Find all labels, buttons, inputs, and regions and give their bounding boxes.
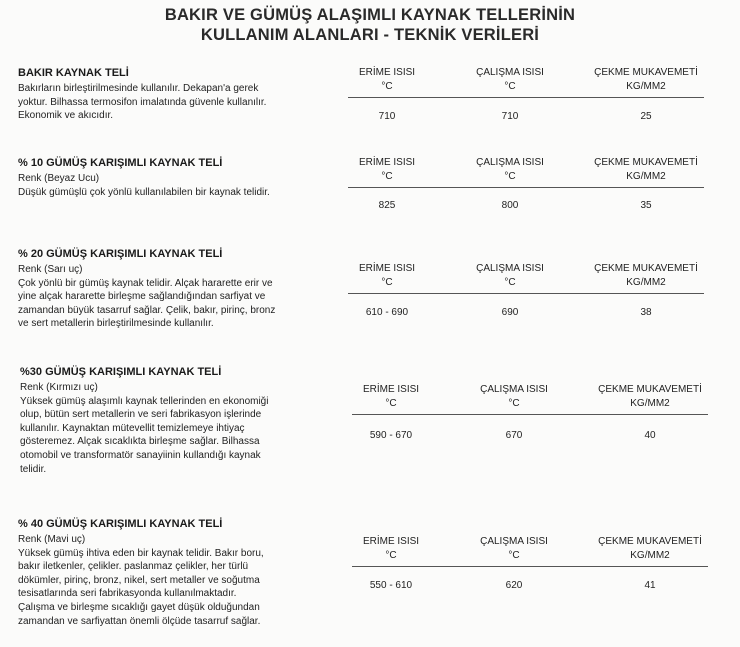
- melting-value: 610 - 690: [365, 307, 409, 318]
- title-line-2: KULLANIM ALANLARI - TEKNİK VERİLERİ: [200, 26, 540, 44]
- section-title: % 20 GÜMÜŞ KARIŞIMLI KAYNAK TELİ: [18, 248, 223, 260]
- header-rule: [348, 97, 704, 98]
- section-title: BAKIR KAYNAK TELİ: [18, 67, 129, 79]
- desc-line: kullanılır. Kaynaktan mütevellit temizlemeye ihtiyaç: [20, 422, 245, 434]
- desc-line: dökümler, pirinç, bronz, nikel, sert metaller ve soğutma: [18, 574, 260, 586]
- section-title: % 10 GÜMÜŞ KARIŞIMLI KAYNAK TELİ: [18, 157, 223, 169]
- section-description: [18, 156, 328, 199]
- melting-value: 710: [378, 111, 396, 122]
- section-gumus-20: [0, 247, 740, 357]
- spec-header: [348, 66, 720, 96]
- melting-header: ERİME ISISI °C: [362, 384, 420, 409]
- desc-line: Bakırların birleştirilmesinde kullanılır. Dekapan'a gerek: [18, 83, 259, 94]
- tensile-value: 38: [640, 307, 652, 318]
- document-title: [0, 5, 740, 45]
- desc-line: yoktur. Bilhassa termosifon imalatında güvenle kullanılır.: [18, 96, 267, 108]
- desc-line: telidir.: [20, 463, 47, 475]
- desc-line: Renk (Beyaz Ucu): [18, 173, 100, 184]
- spec-header: [352, 535, 724, 565]
- tensile-header: ÇEKME MUKAVEMETİ KG/MM2: [598, 536, 702, 561]
- working-value: 620: [505, 580, 523, 591]
- header-rule: [352, 414, 708, 415]
- section-description: [20, 365, 330, 476]
- desc-line: tesisatlarında seri fabrikasyonda kullanılmaktadır.: [18, 588, 237, 600]
- section-gumus-40: [0, 517, 740, 627]
- desc-line: Renk (Kırmızı uç): [20, 382, 98, 393]
- working-header: ÇALIŞMA ISISI °C: [476, 157, 544, 182]
- desc-line: Çalışma ve birleşme sıcaklığı gayet düşük olduğundan: [18, 601, 260, 613]
- tensile-value: 41: [644, 580, 656, 591]
- spec-table: [348, 156, 720, 211]
- section-title: % 40 GÜMÜŞ KARIŞIMLI KAYNAK TELİ: [18, 518, 223, 530]
- section-description: [18, 247, 328, 331]
- spec-table: [352, 383, 724, 441]
- desc-line: yine alçak hararette birleşme sağlandığından sarfiyat ve: [18, 291, 266, 303]
- section-gumus-30: [0, 365, 740, 475]
- title-line-1: BAKIR VE GÜMÜŞ ALAŞIMLI KAYNAK TELLERİNİN: [164, 6, 576, 24]
- tensile-value: 40: [644, 430, 656, 441]
- desc-line: bakır iletkenler, çelikler. paslanmaz çelikler, her türlü: [18, 561, 249, 573]
- desc-line: Çok yönlü bir gümüş kaynak telidir. Alçak hararette erir ve: [18, 277, 273, 289]
- header-rule: [348, 293, 704, 294]
- desc-line: ve sert metallerin birleştirilmesinde kullanılır.: [18, 318, 214, 330]
- working-value: 690: [501, 307, 519, 318]
- working-header: ÇALIŞMA ISISI °C: [480, 384, 548, 409]
- melting-value: 590 - 670: [369, 430, 413, 441]
- desc-line: zamandan büyük tasarruf sağlar. Çelik, bakır, pirinç, bronz: [18, 304, 276, 316]
- desc-line: Renk (Sarı uç): [18, 264, 83, 275]
- tensile-header: ÇEKME MUKAVEMETİ KG/MM2: [594, 263, 698, 288]
- desc-line: gösteremez. Alçak sıcaklıkta birleşme sağlar. Bilhassa: [20, 436, 260, 448]
- spec-table: [348, 262, 720, 318]
- working-value: 710: [501, 111, 519, 122]
- desc-line: zamandan ve sarfiyattan önemli ölçüde tasarruf sağlar.: [18, 615, 261, 627]
- melting-header: ERİME ISISI °C: [358, 263, 416, 288]
- working-header: ÇALIŞMA ISISI °C: [480, 536, 548, 561]
- working-header: ÇALIŞMA ISISI °C: [476, 67, 544, 92]
- desc-line: olup, bütün sert metallerin ve seri fabrikasyon işlerinde: [20, 409, 262, 421]
- tensile-header: ÇEKME MUKAVEMETİ KG/MM2: [594, 157, 698, 182]
- spec-table: [352, 535, 724, 591]
- tensile-value: 25: [640, 111, 652, 122]
- working-header: ÇALIŞMA ISISI °C: [476, 263, 544, 288]
- desc-line: Yüksek gümüş ihtiva eden bir kaynak telidir. Bakır boru,: [18, 547, 264, 559]
- melting-header: ERİME ISISI °C: [358, 157, 416, 182]
- header-rule: [348, 187, 704, 188]
- desc-line: otomobil ve transformatör sanayiinin kullandığı kaynak: [20, 449, 261, 461]
- section-title: %30 GÜMÜŞ KARIŞIMLI KAYNAK TELİ: [20, 366, 222, 378]
- desc-line: Düşük gümüşlü çok yönlü kullanılabilen bir kaynak telidir.: [18, 186, 270, 198]
- melting-header: ERİME ISISI °C: [358, 67, 416, 92]
- tensile-header: ÇEKME MUKAVEMETİ KG/MM2: [594, 67, 698, 92]
- spec-header: [352, 383, 724, 413]
- header-rule: [352, 566, 708, 567]
- spec-table: [348, 66, 720, 122]
- working-value: 670: [505, 430, 523, 441]
- tensile-header: ÇEKME MUKAVEMETİ KG/MM2: [598, 384, 702, 409]
- desc-line: Yüksek gümüş alaşımlı kaynak tellerinden en ekonomiği: [20, 395, 269, 407]
- spec-header: [348, 156, 720, 186]
- melting-header: ERİME ISISI °C: [362, 536, 420, 561]
- section-description: [18, 517, 328, 628]
- melting-value: 825: [378, 200, 396, 211]
- working-value: 800: [501, 200, 519, 211]
- desc-line: Renk (Mavi uç): [18, 534, 86, 545]
- section-description: [18, 66, 328, 123]
- tensile-value: 35: [640, 200, 652, 211]
- melting-value: 550 - 610: [369, 580, 413, 591]
- spec-header: [348, 262, 720, 292]
- desc-line: Ekonomik ve akıcıdır.: [18, 110, 114, 122]
